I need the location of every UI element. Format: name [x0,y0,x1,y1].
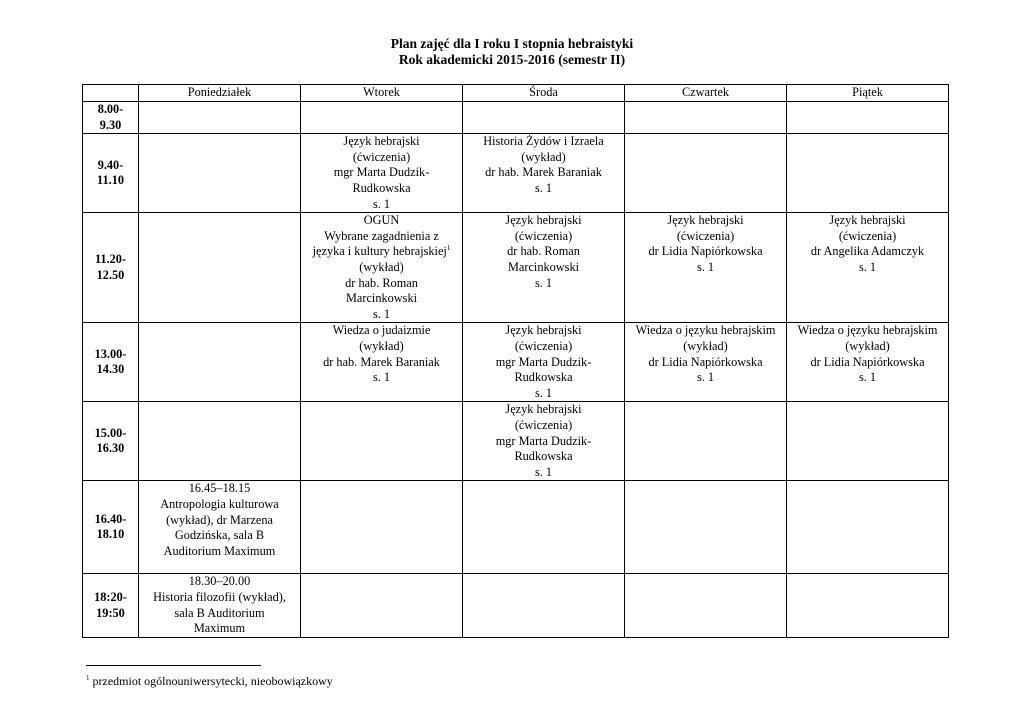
class-line-text: Historia Żydów i Izraela [483,134,604,149]
corner-cell [83,85,139,102]
class-line [465,355,622,371]
class-line [303,244,460,260]
class-line [465,386,622,402]
class-line-text: Marcinkowski [507,259,580,274]
class-line [141,544,298,560]
empty-cell [139,102,301,134]
class-line-text: dr hab. Marek Baraniak [323,354,440,369]
class-line [789,355,946,371]
time-slot-line: 15.00- [94,425,127,440]
class-line [465,134,622,150]
class-line-text: dr Lidia Napiórkowska [648,354,763,369]
class-line-text: dr Lidia Napiórkowska [648,244,763,259]
time-slot-cell [83,402,139,481]
class-line [465,418,622,434]
class-line-text: Historia filozofii (wykład), [153,589,286,604]
class-line-text: Język hebrajski [505,213,582,228]
class-line [465,339,622,355]
time-slot-cell [83,102,139,134]
class-line [465,276,622,292]
class-line-text: Antropologia kulturowa [160,496,279,511]
empty-cell [301,402,463,481]
class-line [789,323,946,339]
time-slot-line: 9.30 [99,117,122,132]
empty-cell [787,481,949,574]
class-line [141,528,298,544]
class-line-text: s. 1 [372,306,391,321]
time-slot-line: 19:50 [96,605,125,620]
class-line [303,355,460,371]
class-line-text: Wiedza o judaizmie [332,323,431,338]
empty-cell [625,402,787,481]
footnote [86,674,333,688]
class-line [303,339,460,355]
class-line [627,260,784,276]
class-line [141,497,298,513]
time-slot-line: 13.00- [94,346,127,361]
class-line [627,244,784,260]
class-line-text: s. 1 [534,464,553,479]
class-line [465,181,622,197]
class-line [627,370,784,386]
class-line [465,229,622,245]
class-line [141,590,298,606]
class-line-text: (ćwiczenia) [514,338,573,353]
class-line [465,260,622,276]
time-slot-cell [83,323,139,402]
class-line [627,323,784,339]
class-line-text: Marcinkowski [345,291,418,306]
class-line-text: sala B Auditorium [174,605,265,620]
class-line [627,355,784,371]
class-line-text: Język hebrajski [343,134,420,149]
time-slot-row [83,574,949,637]
time-slot-line: 11.10 [97,173,124,188]
class-line [141,574,298,590]
class-cell [463,213,625,323]
class-cell [463,402,625,481]
class-line [303,370,460,386]
class-line-text: s. 1 [372,370,391,385]
day-header: Piątek [787,85,949,102]
header-row [83,85,949,102]
time-slot-line: 9.40- [97,157,124,172]
class-line [303,260,460,276]
class-line-text: Język hebrajski [829,213,906,228]
empty-cell [139,134,301,213]
class-cell [787,323,949,402]
class-line-text: (ćwiczenia) [514,228,573,243]
page-subtitle: Rok akademicki 2015-2016 (semestr II) [398,52,626,67]
class-line-text: dr Lidia Napiórkowska [810,354,925,369]
time-slot-line: 16.30 [96,441,125,456]
class-line-text: Auditorium Maximum [163,543,276,558]
time-slot-row [83,134,949,213]
day-header: Wtorek [301,85,463,102]
class-line [627,339,784,355]
time-slot-cell [83,134,139,213]
empty-cell [139,213,301,323]
class-line [303,323,460,339]
footnote-reference: 1 [446,244,451,253]
class-line-text: (wykład) [845,338,890,353]
class-line [465,434,622,450]
class-line [465,150,622,166]
class-line-text: Godzińska, sala B [174,528,265,543]
class-line-text: (wykład), dr Marzena [166,512,273,527]
class-line-text: mgr Marta Dudzik- [495,433,592,448]
class-line-text: 16.45–18.15 [188,481,251,496]
empty-cell [625,134,787,213]
class-line [627,229,784,245]
time-slot-row [83,323,949,402]
class-cell [139,481,301,574]
class-line-text: (ćwiczenia) [352,149,411,164]
class-cell [463,134,625,213]
class-line [789,244,946,260]
class-line [465,370,622,386]
empty-cell [463,574,625,637]
class-line-text: s. 1 [858,259,877,274]
day-header: Poniedziałek [139,85,301,102]
class-line-text: Język hebrajski [505,323,582,338]
class-line [789,260,946,276]
time-slot-line: 11.20- [94,252,127,267]
class-line [303,276,460,292]
class-line-text: s. 1 [534,385,553,400]
class-line-text: OGUN [363,213,400,228]
empty-cell [139,323,301,402]
day-header: Czwartek [625,85,787,102]
class-line [303,229,460,245]
empty-cell [787,574,949,637]
empty-cell [625,481,787,574]
class-line-text: Język hebrajski [667,213,744,228]
time-slot-line: 14.30 [96,362,125,377]
time-slot-cell [83,213,139,323]
class-line [465,213,622,229]
empty-cell [301,481,463,574]
schedule-table [82,84,949,638]
time-slot-row [83,213,949,323]
class-line-text: dr hab. Marek Baraniak [485,165,602,180]
empty-cell [625,102,787,134]
class-cell [301,323,463,402]
class-line [303,134,460,150]
class-line-text: dr hab. Roman [345,275,418,290]
footnote-mark: 1 [86,674,90,682]
class-line-text: s. 1 [372,196,391,211]
class-cell [301,134,463,213]
time-slot-line: 18.10 [96,527,125,542]
time-slot-row [83,402,949,481]
time-slot-cell [83,481,139,574]
class-line-text: (ćwiczenia) [676,228,735,243]
class-line-text: (wykład) [521,149,566,164]
empty-cell [301,574,463,637]
class-line [303,150,460,166]
class-line-text: s. 1 [534,180,553,195]
class-line-text: mgr Marta Dudzik- [333,165,430,180]
class-line-text: Wybrane zagadnienia z [324,228,439,243]
time-slot-row [83,102,949,134]
class-line-text: (ćwiczenia) [838,228,897,243]
class-line-text: Rudkowska [352,180,411,195]
class-line-text: mgr Marta Dudzik- [495,354,592,369]
class-line-text: 18.30–20.00 [188,574,251,589]
class-line [303,291,460,307]
time-slot-line: 12.50 [96,267,125,282]
class-line-text: s. 1 [534,275,553,290]
class-line-text: s. 1 [858,370,877,385]
class-line [789,339,946,355]
empty-cell [301,102,463,134]
time-slot-cell [83,574,139,637]
class-line-text: dr Angelika Adamczyk [810,244,925,259]
class-line-text: Rudkowska [514,449,573,464]
time-slot-row [83,481,949,574]
page-title-block [0,36,1024,68]
class-line-text: Wiedza o języku hebrajskim [797,323,938,338]
class-line-text: (wykład) [359,259,404,274]
class-line-text: (wykład) [683,338,728,353]
empty-cell [787,102,949,134]
class-line [465,402,622,418]
class-line-text: dr hab. Roman [507,244,580,259]
class-line-text: (ćwiczenia) [514,417,573,432]
class-line [465,465,622,481]
class-line [465,165,622,181]
class-cell [787,213,949,323]
empty-cell [787,134,949,213]
class-cell [139,574,301,637]
empty-cell [625,574,787,637]
class-line-text: Język hebrajski [505,402,582,417]
class-line [303,165,460,181]
empty-cell [139,402,301,481]
class-line-text: Rudkowska [514,370,573,385]
empty-cell [463,481,625,574]
class-line [789,213,946,229]
class-line [627,213,784,229]
class-line-text: s. 1 [696,259,715,274]
class-line [789,370,946,386]
page-title: Plan zajęć dla I roku I stopnia hebraistyki [390,36,634,51]
class-line [141,481,298,497]
class-line [141,621,298,637]
class-line [465,449,622,465]
class-line [141,606,298,622]
empty-cell [787,402,949,481]
class-line [303,213,460,229]
class-line-text: (wykład) [359,338,404,353]
footnote-text: przedmiot ogólnouniwersytecki, nieobowiązkowy [89,674,333,688]
class-cell [625,213,787,323]
class-line-text: s. 1 [696,370,715,385]
time-slot-line: 18:20- [94,589,127,604]
class-line-text: języka i kultury hebrajskiej [312,244,447,259]
day-header: Środa [463,85,625,102]
class-line [465,244,622,260]
time-slot-line: 16.40- [94,511,127,526]
class-line [303,181,460,197]
class-line [303,307,460,323]
schedule-body [83,102,949,638]
class-line [789,229,946,245]
class-line [141,513,298,529]
footnote-separator [86,665,261,666]
class-line [303,197,460,213]
class-cell [463,323,625,402]
time-slot-line: 8.00- [97,102,124,116]
empty-cell [463,102,625,134]
class-line-text: Maximum [193,621,246,636]
class-line-text: Wiedza o języku hebrajskim [635,323,776,338]
class-line [465,323,622,339]
class-cell [625,323,787,402]
class-cell [301,213,463,323]
